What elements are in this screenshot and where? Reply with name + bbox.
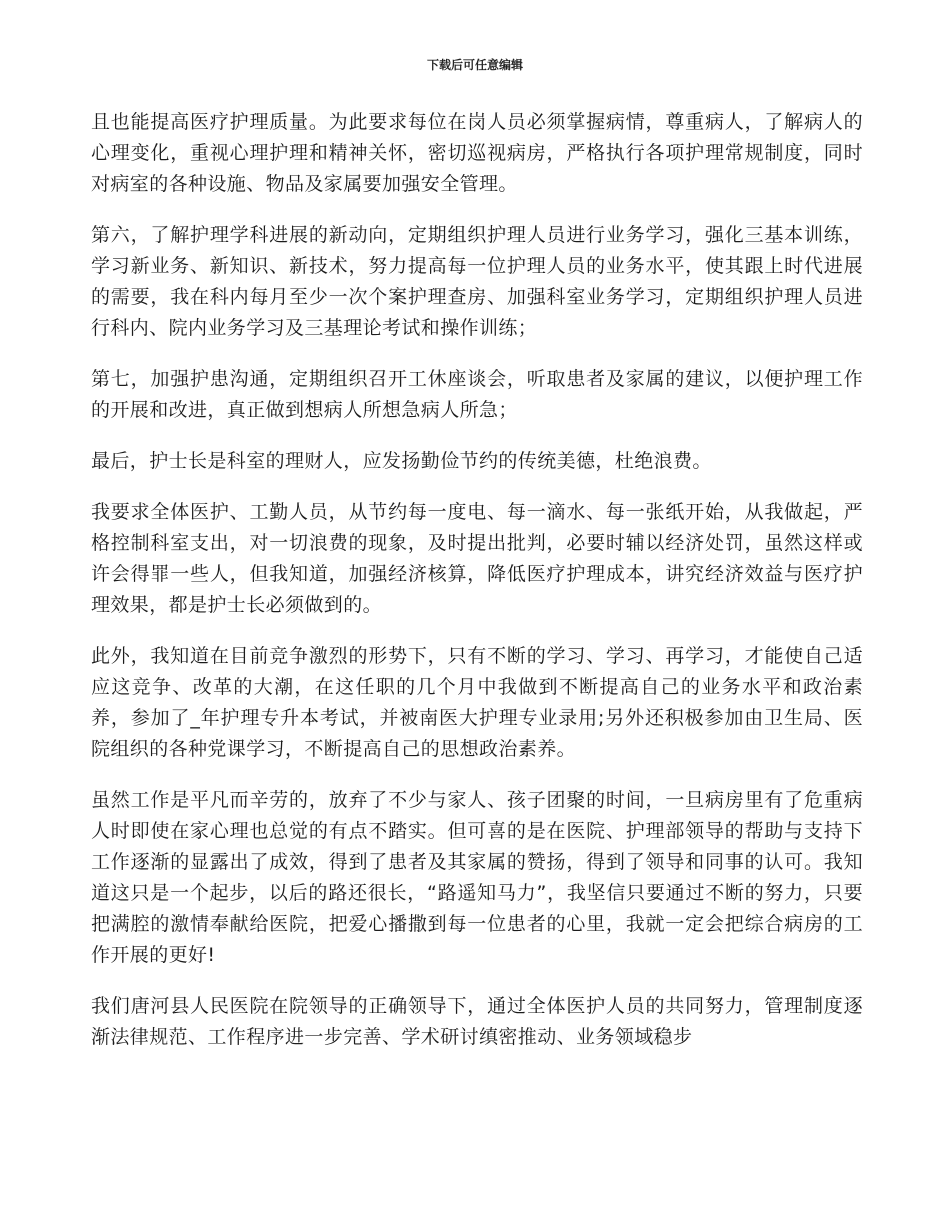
paragraph-2: 第六，了解护理学科进展的新动向，定期组织护理人员进行业务学习，强化三基本训练，学习新业务、新知识、新技术，努力提高每一位护理人员的业务水平，使其跟上时代进展的需要，我在科内每月至少一次个案护理查房、加强科室业务学习，定期组织护理人员进行科内、院内业务学习及三基理论考试和操作训练；	[91, 224, 863, 339]
page-header: 下载后可任意编辑	[426, 58, 523, 72]
paragraph-8: 我们唐河县人民医院在院领导的正确领导下，通过全体医护人员的共同努力，管理制度逐渐法律规范、工作程序进一步完善、学术研讨缜密推动、业务领域稳步	[91, 995, 863, 1048]
paragraph-4: 最后，护士长是科室的理财人，应发扬勤俭节约的传统美德，杜绝浪费。	[91, 450, 712, 472]
document-body	[91, 107, 863, 1073]
paragraph-3: 第七，加强护患沟通，定期组织召开工休座谈会，听取患者及家属的建议，以便护理工作的开展和改进，真正做到想病人所想急病人所急；	[91, 368, 863, 421]
paragraph-6: 此外，我知道在目前竞争激烈的形势下，只有不断的学习、学习、再学习，才能使自己适应这竞争、改革的大潮，在这任职的几个月中我做到不断提高自己的业务水平和政治素养，参加了_年护理专升本考试，并被南医大护理专业录用;另外还积极参加由卫生局、医院组织的各种党课学习，不断提高自己的思想政治素养。	[91, 645, 863, 760]
paragraph-1: 且也能提高医疗护理质量。为此要求每位在岗人员必须掌握病情，尊重病人，了解病人的心理变化，重视心理护理和精神关怀，密切巡视病房，严格执行各项护理常规制度，同时对病室的各种设施、物品及家属要加强安全管理。	[91, 111, 863, 195]
paragraph-5: 我要求全体医护、工勤人员，从节约每一度电、每一滴水、每一张纸开始，从我做起，严格控制科室支出，对一切浪费的现象，及时提出批判，必要时辅以经济处罚，虽然这样或许会得罪一些人，但我知道，加强经济核算，降低医疗护理成本，讲究经济效益与医疗护理效果，都是护士长必须做到的。	[91, 501, 863, 616]
paragraph-7: 虽然工作是平凡而辛劳的，放弃了不少与家人、孩子团聚的时间，一旦病房里有了危重病人时即使在家心理也总觉的有点不踏实。但可喜的是在医院、护理部领导的帮助与支持下工作逐渐的显露出了成效，得到了患者及其家属的赞扬，得到了领导和同事的认可。我知道这只是一个起步，以后的路还很长，“路遥知马力”，我坚信只要通过不断的努力，只要把满腔的激情奉献给医院，把爱心播撒到每一位患者的心里，我就一定会把综合病房的工作开展的更好!	[91, 789, 863, 966]
